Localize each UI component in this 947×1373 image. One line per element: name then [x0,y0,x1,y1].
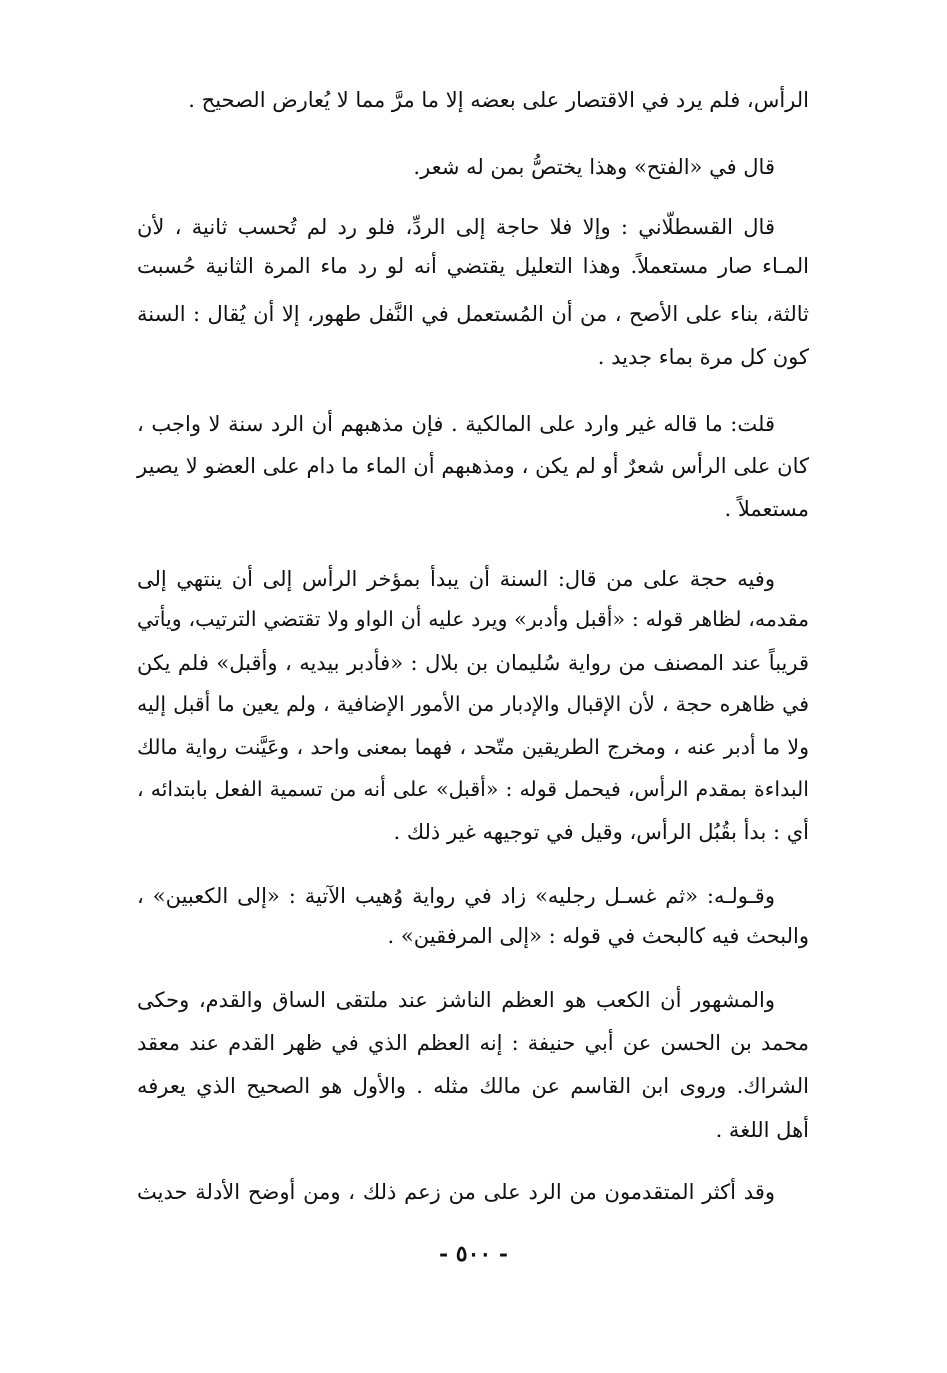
text-line: قريباً عند المصنف من رواية سُليمان بن بلال : «فأدبر بيديه ، وأقبل» فلم يكن [137,651,809,675]
text-line: قال القسطلّاني : وإلا فلا حاجة إلى الردِّ، فلو رد لم تُحسب ثانية ، لأن [137,215,775,239]
text-line: الشراك. وروى ابن القاسم عن مالك مثله . والأول هو الصحيح الذي يعرفه [137,1074,809,1098]
text-line: وفيه حجة على من قال: السنة أن يبدأ بمؤخر الرأس إلى أن ينتهي إلى [137,567,775,591]
text-line: ثالثة، بناء على الأصح ، من أن المُستعمل في النَّفل طهور، إلا أن يُقال : السنة [137,302,809,326]
text-line: وقد أكثر المتقدمون من الرد على من زعم ذلك ، ومن أوضح الأدلة حديث [137,1180,775,1204]
text-line: أي : بدأ بقُبُل الرأس، وقيل في توجيهه غير ذلك . [393,820,809,844]
text-line: قال في «الفتح» وهذا يختصُّ بمن له شعر. [413,155,775,179]
text-line: والمشهور أن الكعب هو العظم الناشز عند ملتقى الساق والقدم، وحكى [137,988,775,1012]
text-line: والبحث فيه كالبحث في قوله : «إلى المرفقين» . [387,924,809,948]
text-line: قلت: ما قاله غير وارد على المالكية . فإن مذهبهم أن الرد سنة لا واجب ، [137,412,775,436]
text-line: أهل اللغة . [715,1118,809,1142]
text-line: ولا ما أدبر عنه ، ومخرج الطريقين متّحد ، فهما بمعنى واحد ، وعَيَّنت رواية مالك [137,735,809,759]
text-line: كون كل مرة بماء جديد . [597,345,809,369]
text-line: مقدمه، لظاهر قوله : «أقبل وأدبر» ويرد عليه أن الواو ولا تقتضي الترتيب، ويأتي [137,607,809,631]
text-line: في ظاهره حجة ، لأن الإقبال والإدبار من الأمور الإضافية ، ولم يعين ما أقبل إليه [137,692,809,716]
text-line: الرأس، فلم يرد في الاقتصار على بعضه إلا ما مرَّ مما لا يُعارض الصحيح . [188,88,809,112]
page-number: - ٥٠٠ - [438,1241,509,1267]
text-line: المـاء صار مستعملاً. وهذا التعليل يقتضي أنه لو رد ماء المرة الثانية حُسبت [137,254,809,278]
text-line: مستعملاً . [724,497,809,521]
text-line: وقـولـه: «ثم غسـل رجليه» زاد في رواية وُهيب الآتية : «إلى الكعبين» ، [137,884,775,908]
text-line: محمد بن الحسن عن أبي حنيفة : إنه العظم الذي في ظهر القدم عند معقد [137,1031,809,1055]
text-line: كان على الرأس شعرٌ أو لم يكن ، ومذهبهم أن الماء ما دام على العضو لا يصير [137,454,809,478]
text-line: البداءة بمقدم الرأس، فيحمل قوله : «أقبل» على أنه من تسمية الفعل بابتدائه ، [137,777,809,801]
